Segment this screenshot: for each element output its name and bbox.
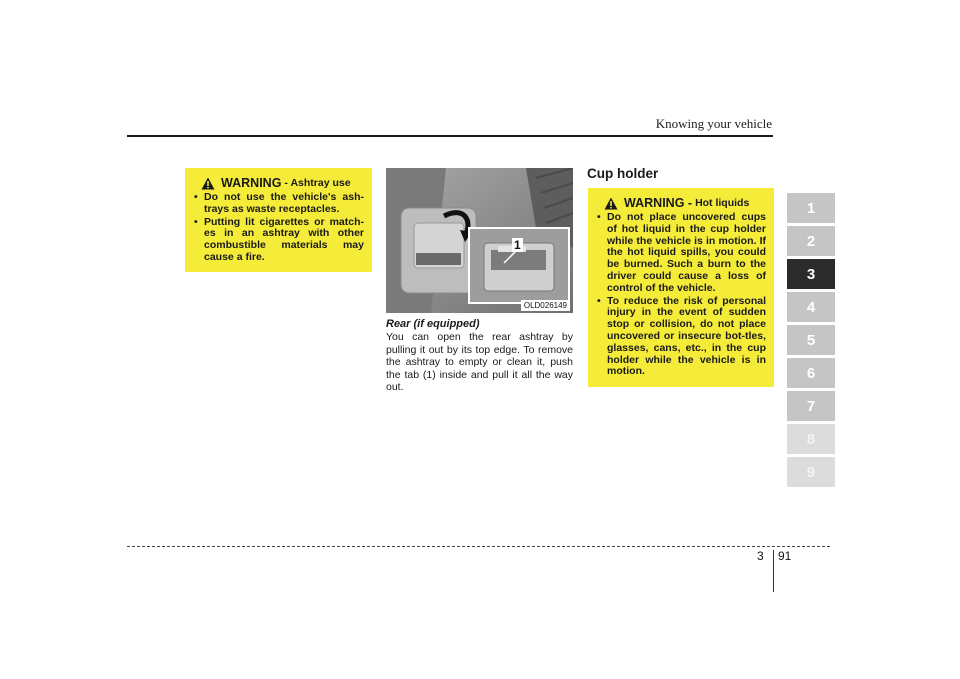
- chapter-tab-7[interactable]: 7: [787, 391, 835, 421]
- warning-triangle-icon: [604, 197, 618, 210]
- warning-item: • Putting lit cigarettes or match-es in an ashtray with other combustible materials may cause a fire.: [193, 217, 364, 264]
- warning-title: [201, 176, 364, 190]
- cup-holder-heading: Cup holder: [587, 166, 659, 181]
- chapter-tab-4[interactable]: 4: [787, 292, 835, 322]
- chapter-tab-9[interactable]: 9: [787, 457, 835, 487]
- warning-item: • Do not use the vehicle's ash-trays as waste receptacles.: [193, 192, 364, 216]
- figure-code: OLD026149: [521, 300, 570, 311]
- warning-list: [193, 192, 364, 264]
- chapter-tab-1[interactable]: 1: [787, 193, 835, 223]
- warning-box-ashtray: [185, 168, 372, 272]
- rear-caption: Rear (if equipped): [386, 318, 480, 330]
- warning-item: • Do not place uncovered cups of hot liquid in the cup holder while the vehicle is in motion. If the hot liquid spills, you could be burned. Such a burn to the driver could cause a loss of control of the vehicle.: [596, 212, 766, 295]
- chapter-tab-5[interactable]: 5: [787, 325, 835, 355]
- rear-body-text: You can open the rear ashtray by pulling it out by its top edge. To remove the ashtray to empty or clean it, push the tab (1) inside and pull it all the way out.: [386, 331, 573, 393]
- footer-rule: [127, 546, 830, 547]
- page-header-title: Knowing your vehicle: [655, 116, 772, 131]
- warning-subtitle: Hot liquids: [695, 197, 750, 209]
- chapter-tabs: [787, 193, 835, 490]
- header-rule: [127, 135, 773, 137]
- warning-box-hot-liquids: [588, 188, 774, 387]
- footer-divider: [773, 550, 775, 592]
- chapter-tab-2[interactable]: 2: [787, 226, 835, 256]
- footer-chapter-number: 3: [757, 549, 764, 563]
- warning-title: [604, 196, 766, 210]
- footer-page-number: 91: [778, 549, 792, 563]
- chapter-tab-3[interactable]: 3: [787, 259, 835, 289]
- rear-ashtray-illustration: [386, 168, 573, 313]
- rear-ashtray-photo: [386, 168, 573, 313]
- callout-number: 1: [514, 238, 521, 252]
- warning-list: [596, 212, 766, 378]
- warning-label: WARNING: [221, 176, 282, 190]
- warning-label: WARNING -: [624, 196, 693, 210]
- chapter-tab-8[interactable]: 8: [787, 424, 835, 454]
- chapter-tab-6[interactable]: 6: [787, 358, 835, 388]
- warning-item: • To reduce the risk of personal injury in the event of sudden stop or collision, do not place uncovered or insecure bot-tles, glasses, cans, etc., in the cup holder while the vehicle is in motion.: [596, 296, 766, 379]
- warning-triangle-icon: [201, 177, 215, 190]
- warning-subtitle: - Ashtray use: [284, 177, 351, 189]
